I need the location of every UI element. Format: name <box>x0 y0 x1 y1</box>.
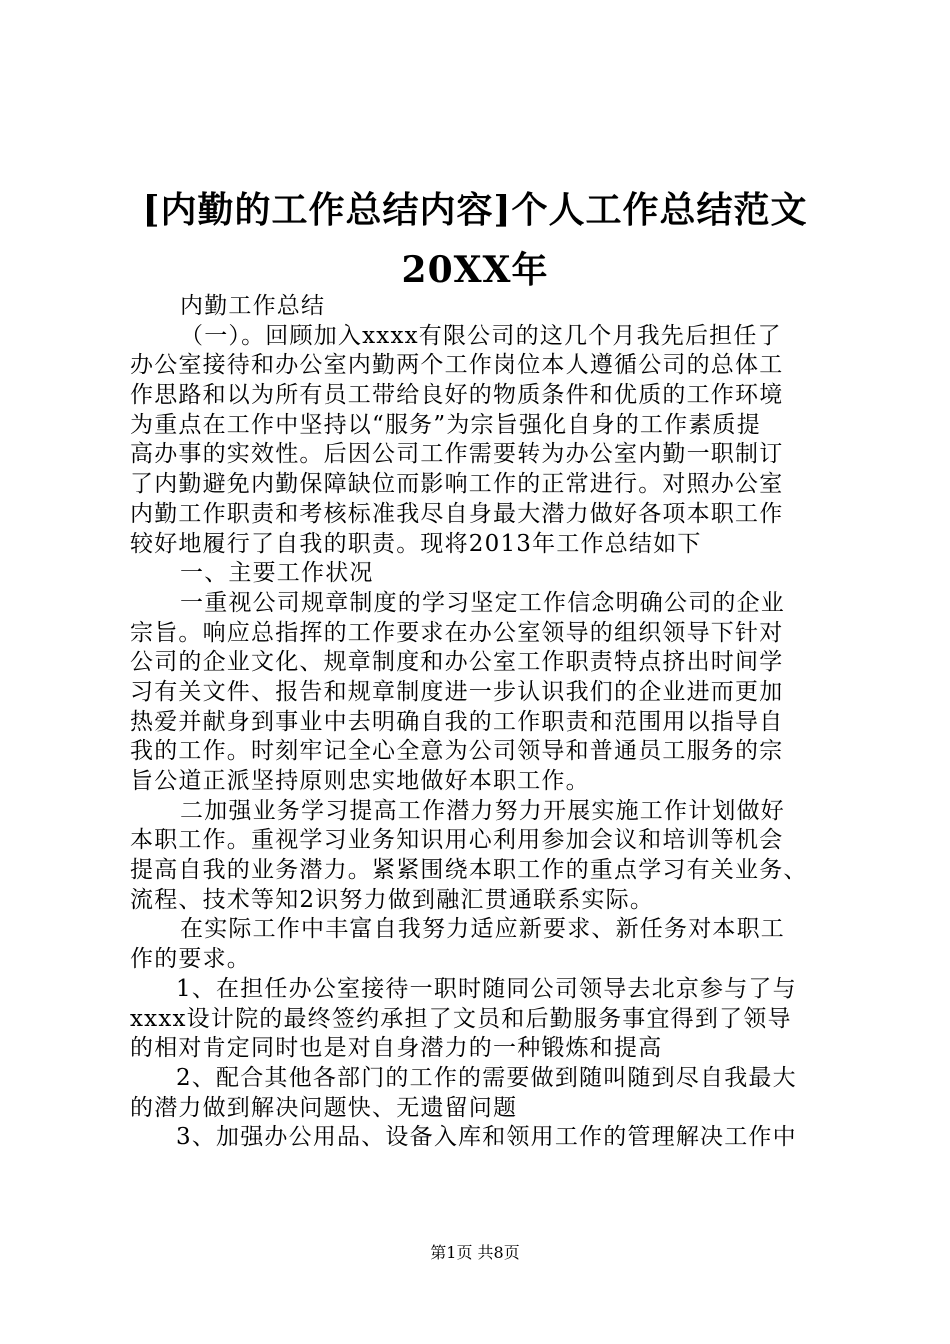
body-line: 作的要求。 <box>130 946 251 973</box>
body-line: 一、主要工作状况 <box>180 560 374 587</box>
document-title-line2: 20XX年 <box>401 249 549 291</box>
body-line: 为重点在工作中坚持以“服务”为宗旨强化自身的工作素质提 <box>130 411 761 438</box>
page-footer: 第1页 共8页 <box>430 1243 520 1262</box>
body-line: 办公室接待和办公室内勤两个工作岗位本人遵循公司的总体工 <box>130 352 784 379</box>
body-line: 公司的企业文化、规章制度和办公室工作职责特点挤出时间学 <box>130 649 784 676</box>
body-line: 了内勤避免内勤保障缺位而影响工作的正常进行。对照办公室 <box>130 471 784 498</box>
body-line: 提高自我的业务潜力。紧紧围绕本职工作的重点学习有关业务、 <box>130 857 808 884</box>
body-line: 旨公道正派坚持原则忠实地做好本职工作。 <box>130 768 590 794</box>
body-line: 我的工作。时刻牢记全心全意为公司领导和普通员工服务的宗 <box>130 738 784 765</box>
body-line: xxxx设计院的最终签约承担了文员和后勤服务事宜得到了领导 <box>130 1005 792 1032</box>
body-line: （一）。回顾加入xxxx有限公司的这几个月我先后担任了 <box>180 322 782 349</box>
body-line: 的相对肯定同时也是对自身潜力的一种锻炼和提高 <box>130 1035 663 1062</box>
body-line: 习有关文件、报告和规章制度进一步认识我们的企业进而更加 <box>130 678 784 705</box>
body-line: 流程、技术等知2识努力做到融汇贯通联系实际。 <box>130 886 655 913</box>
document-title-line1: [内勤的工作总结内容]个人工作总结范文 <box>142 189 808 231</box>
body-line: 2、配合其他各部门的工作的需要做到随叫随到尽自我最大 <box>176 1064 797 1091</box>
body-line: 的潜力做到解决问题快、无遗留问题 <box>130 1094 518 1121</box>
body-line: 作思路和以为所有员工带给良好的物质条件和优质的工作环境 <box>130 382 784 409</box>
body-line: 一重视公司规章制度的学习坚定工作信念明确公司的企业 <box>180 589 785 616</box>
body-line: 宗旨。响应总指挥的工作要求在办公室领导的组织领导下针对 <box>130 619 784 646</box>
body-line: 内勤工作总结 <box>180 293 326 319</box>
body-line: 本职工作。重视学习业务知识用心利用参加会议和培训等机会 <box>130 827 784 854</box>
body-line: 1、在担任办公室接待一职时随同公司领导去北京参与了与 <box>176 975 797 1002</box>
body-line: 二加强业务学习提高工作潜力努力开展实施工作计划做好 <box>180 797 785 824</box>
document-body <box>130 292 830 1153</box>
body-line: 较好地履行了自我的职责。现将2013年工作总结如下 <box>130 530 702 557</box>
body-line: 在实际工作中丰富自我努力适应新要求、新任务对本职工 <box>180 916 785 943</box>
body-line: 内勤工作职责和考核标准我尽自身最大潜力做好各项本职工作 <box>130 500 784 527</box>
body-line: 3、加强办公用品、设备入库和领用工作的管理解决工作中 <box>176 1124 797 1151</box>
body-line: 热爱并献身到事业中去明确自我的工作职责和范围用以指导自 <box>130 708 784 735</box>
body-line: 高办事的实效性。后因公司工作需要转为办公室内勤一职制订 <box>130 441 784 468</box>
